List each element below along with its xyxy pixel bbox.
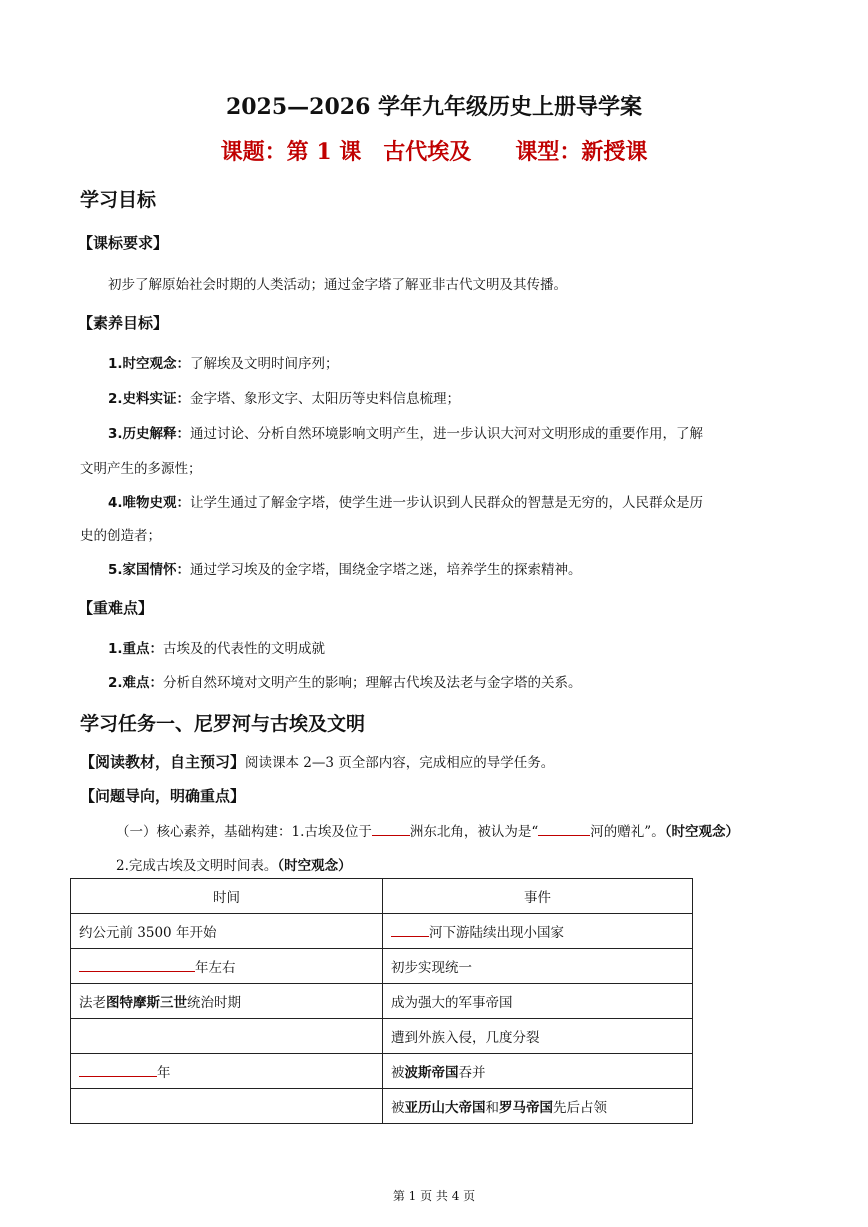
literacy-item-3-cont: 文明产生的多源性； — [80, 461, 202, 477]
time-cell: 约公元前 3500 年开始 — [71, 914, 383, 949]
time-cell[interactable] — [71, 1019, 383, 1054]
literacy-item-3: 3.历史解释：通过讨论、分析自然环境影响文明产生，进一步认识大河对文明形成的重要作用，了解 — [108, 426, 704, 442]
event-cell: 被亚历山大帝国和罗马帝国先后占领 — [383, 1089, 693, 1124]
time-cell: 年 — [71, 1054, 383, 1089]
lesson-course: 课题：第 1 课 古代埃及 — [220, 139, 472, 165]
question-1: （一）核心素养，基础构建：1.古埃及位于 洲东北角，被认为是“ 河的赠礼”。（时空观念） — [116, 820, 739, 840]
timeline-table — [70, 878, 693, 1124]
page-footer: 第 1 页 共 4 页 — [392, 1189, 476, 1203]
header-time: 时间 — [71, 879, 383, 914]
key-item-2: 2.难点：分析自然环境对文明产生的影响；理解古代埃及法老与金字塔的关系。 — [108, 675, 582, 691]
page-title: 2025—2026 学年九年级历史上册导学案 — [225, 94, 643, 120]
literacy-item-5: 5.家国情怀：通过学习埃及的金字塔，围绕金字塔之迷，培养学生的探索精神。 — [108, 562, 582, 578]
guide-heading: 【问题导向，明确重点】 — [80, 787, 246, 805]
key-heading: 【重难点】 — [78, 599, 154, 617]
goals-heading: 学习目标 — [80, 189, 157, 211]
table-row — [71, 1054, 693, 1089]
standard-text: 初步了解原始社会时期的人类活动；通过金字塔了解亚非古代文明及其传播。 — [108, 277, 567, 293]
time-cell: 年左右 — [71, 949, 383, 984]
event-cell: 河下游陆续出现小国家 — [383, 914, 693, 949]
time-cell: 法老图特摩斯三世统治时期 — [71, 984, 383, 1019]
blank-unification-year[interactable] — [79, 957, 195, 972]
question-2: 2.完成古埃及文明时间表。（时空观念） — [116, 858, 352, 874]
table-row — [71, 949, 693, 984]
event-cell: 遭到外族入侵，几度分裂 — [383, 1019, 693, 1054]
blank-persia-year[interactable] — [79, 1062, 157, 1077]
key-item-1: 1.重点：古埃及的代表性的文明成就 — [108, 641, 326, 657]
read-line: 【阅读教材，自主预习】阅读课本 2—3 页全部内容，完成相应的导学任务。 — [80, 753, 555, 771]
table-header-row — [71, 879, 693, 914]
blank-river-event[interactable] — [391, 922, 429, 937]
lesson-subtitle — [0, 135, 868, 166]
literacy-item-2: 2.史料实证：金字塔、象形文字、太阳历等史料信息梳理； — [108, 391, 461, 407]
event-cell: 成为强大的军事帝国 — [383, 984, 693, 1019]
time-cell[interactable] — [71, 1089, 383, 1124]
table-row — [71, 914, 693, 949]
literacy-item-1: 1.时空观念：了解埃及文明时间序列； — [108, 356, 339, 372]
blank-continent[interactable] — [372, 821, 410, 836]
event-cell: 被波斯帝国吞并 — [383, 1054, 693, 1089]
event-cell: 初步实现统一 — [383, 949, 693, 984]
literacy-item-4: 4.唯物史观：让学生通过了解金字塔，使学生进一步认识到人民群众的智慧是无穷的，人民群众是历 — [108, 495, 704, 511]
table-row — [71, 1019, 693, 1054]
lesson-type: 课型：新授课 — [515, 139, 648, 165]
task1-heading: 学习任务一、尼罗河与古埃及文明 — [80, 713, 366, 735]
header-event: 事件 — [383, 879, 693, 914]
table-row — [71, 1089, 693, 1124]
literacy-heading: 【素养目标】 — [78, 314, 169, 332]
table-row — [71, 984, 693, 1019]
literacy-item-4-cont: 史的创造者； — [80, 528, 161, 544]
standard-heading: 【课标要求】 — [78, 234, 169, 252]
blank-river[interactable] — [538, 821, 590, 836]
